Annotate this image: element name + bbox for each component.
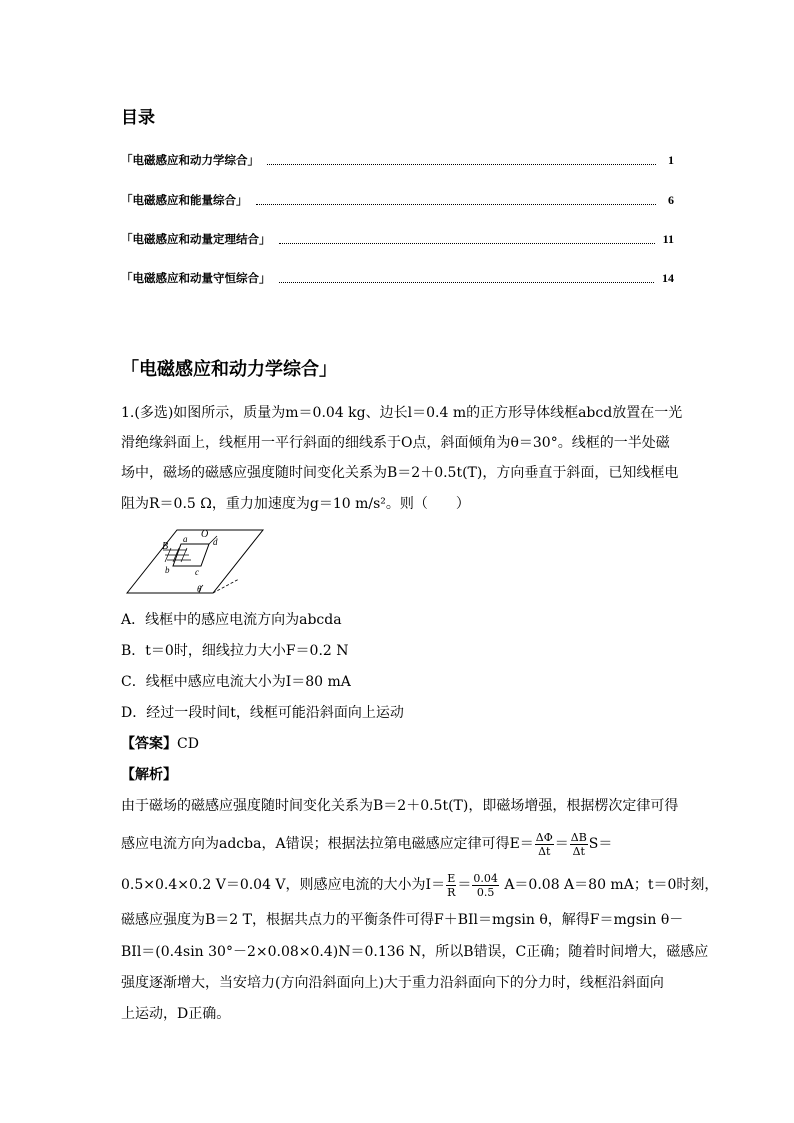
toc-title: 目录 <box>121 108 155 128</box>
toc-entry-1[interactable] <box>121 152 674 168</box>
fraction <box>535 831 554 858</box>
label-theta: θ <box>197 584 202 594</box>
toc-leader-dots <box>256 203 657 205</box>
analysis-text: S＝ <box>588 836 613 852</box>
fraction-denominator: R <box>447 885 456 899</box>
answer-line <box>121 734 199 754</box>
option-d: D．经过一段时间t，线框可能沿斜面向上运动 <box>121 705 404 721</box>
analysis-line-3 <box>121 867 718 903</box>
fraction-numerator: E <box>447 871 456 885</box>
section-title: 「电磁感应和动力学综合」 <box>121 359 337 380</box>
label-d: d <box>213 537 218 547</box>
question-line-3: 场中，磁场的磁感应强度随时间变化关系为B＝2＋0.5t(T)，方向垂直于斜面，已知线框电 <box>121 465 679 481</box>
fraction-denominator: Δt <box>538 844 551 858</box>
incline-diagram-svg <box>121 528 271 600</box>
analysis-line-2 <box>121 826 612 862</box>
analysis-text: 0.5×0.4×0.2 V＝0.04 V，则感应电流的大小为I＝ <box>121 877 446 893</box>
incline-plane <box>127 530 263 593</box>
analysis-line-1: 由于磁场的磁感应强度随时间变化关系为B＝2＋0.5t(T)，即磁场增强，根据楞次定律可得 <box>121 798 679 814</box>
analysis-text: ＝ <box>457 877 472 893</box>
toc-entry-label: 「电磁感应和动量定理结合」 <box>121 232 271 246</box>
toc-entry-page: 1 <box>668 153 674 167</box>
analysis-label: 【解析】 <box>121 767 177 783</box>
analysis-line-7: 上运动，D正确。 <box>121 1006 231 1022</box>
analysis-text: 感应电流方向为adcba，A错误；根据法拉第电磁感应定律可得E＝ <box>121 836 534 852</box>
label-c: c <box>195 567 199 577</box>
label-B: B <box>162 541 169 552</box>
answer-label: 【答案】 <box>121 736 177 752</box>
incline-dashed-line <box>213 579 239 593</box>
option-b: B．t＝0时，细线拉力大小F＝0.2 N <box>121 643 349 659</box>
option-a: A．线框中的感应电流方向为abcda <box>121 612 342 628</box>
incline-diagram <box>121 528 271 600</box>
toc-entry-page: 14 <box>662 271 674 285</box>
toc-entry-page: 11 <box>662 232 674 246</box>
fraction-denominator: 0.5 <box>476 885 495 899</box>
toc-leader-dots <box>279 281 655 283</box>
fraction-denominator: Δt <box>572 844 585 858</box>
fraction <box>472 872 499 899</box>
fraction-numerator: ΔB <box>570 830 587 844</box>
option-c: C．线框中感应电流大小为I＝80 mA <box>121 674 351 690</box>
toc-entry-label: 「电磁感应和能量综合」 <box>121 193 248 207</box>
toc-entry-2[interactable] <box>121 192 674 208</box>
fraction <box>446 872 456 899</box>
question-line-1: 1.(多选)如图所示，质量为m＝0.04 kg、边长l＝0.4 m的正方形导体线框abcd放置在一光 <box>121 405 683 421</box>
analysis-text: ＝ <box>554 836 569 852</box>
analysis-line-5: BIl＝(0.4sin 30°－2×0.08×0.4)N＝0.136 N，所以B错误，C正确；随着时间增大，磁感应 <box>121 944 709 960</box>
toc-entry-label: 「电磁感应和动量守恒综合」 <box>121 271 271 285</box>
fraction-numerator: 0.04 <box>473 871 498 885</box>
toc-entry-3[interactable] <box>121 231 674 247</box>
toc-entry-4[interactable] <box>121 270 674 286</box>
analysis-line-4: 磁感应强度为B＝2 T，根据共点力的平衡条件可得F＋BIl＝mgsin θ，解得F＝mgsin θ－ <box>121 912 684 928</box>
question-line-4: 阻为R＝0.5 Ω，重力加速度为g＝10 m/s²。则（ ） <box>121 496 470 512</box>
analysis-text: A＝0.08 A＝80 mA；t＝0时刻， <box>499 877 719 893</box>
toc-entry-page: 6 <box>668 193 674 207</box>
answer-value: CD <box>177 736 199 752</box>
label-O: O <box>201 529 209 540</box>
label-b: b <box>165 565 170 575</box>
fraction-numerator: ΔΦ <box>535 830 553 844</box>
label-a: a <box>183 534 188 544</box>
toc-entry-label: 「电磁感应和动力学综合」 <box>121 153 259 167</box>
question-line-2: 滑绝缘斜面上，线框用一平行斜面的细线系于O点，斜面倾角为θ＝30°。线框的一半处磁 <box>121 435 670 451</box>
fraction <box>570 831 588 858</box>
toc-leader-dots <box>267 163 656 165</box>
analysis-line-6: 强度逐渐增大，当安培力(方向沿斜面向上)大于重力沿斜面向下的分力时，线框沿斜面向 <box>121 975 664 991</box>
toc-leader-dots <box>279 242 655 244</box>
